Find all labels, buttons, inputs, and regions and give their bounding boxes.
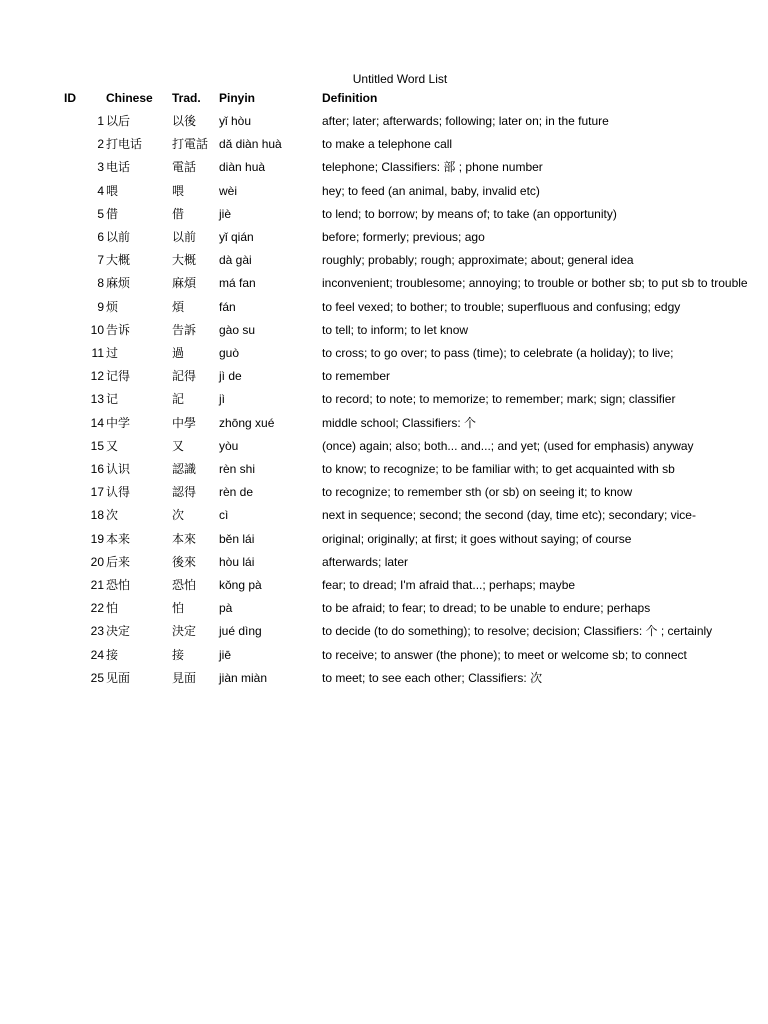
cell-pinyin: kǒng pà: [219, 578, 262, 592]
table-row: [0, 159, 768, 182]
table-row: [0, 322, 768, 345]
cell-pinyin: yòu: [219, 438, 239, 453]
cell-trad: 認識: [172, 462, 197, 476]
cell-definition: original; originally; at first; it goes without saying; of course: [322, 531, 632, 546]
cell-definition: (once) again; also; both... and...; and yet; (used for emphasis) anyway: [322, 438, 694, 453]
cell-chinese: 过: [106, 346, 119, 360]
cell-pinyin: má fan: [219, 276, 256, 291]
cell-pinyin: wèi: [219, 183, 238, 198]
cell-definition: to meet; to see each other; Classifiers: 次: [322, 670, 543, 685]
header-pinyin: Pinyin: [219, 91, 256, 105]
cell-definition: to feel vexed; to bother; to trouble; superfluous and confusing; edgy: [322, 299, 681, 314]
cell-pinyin: jiē: [219, 647, 232, 662]
cell-definition: middle school; Classifiers: 个: [322, 415, 477, 430]
cell-trad: 記得: [172, 369, 197, 384]
cell-id: 11: [91, 346, 104, 360]
cell-id: 13: [90, 392, 104, 407]
table-row: [0, 531, 768, 554]
cell-id: 6: [97, 230, 104, 244]
cell-definition: to know; to recognize; to be familiar with; to get acquainted with sb: [322, 462, 675, 476]
cell-trad: 後來: [172, 554, 197, 569]
table-row: [0, 229, 768, 252]
cell-definition: to make a telephone call: [322, 137, 453, 152]
cell-id: 22: [90, 601, 104, 616]
cell-trad: 過: [172, 346, 185, 360]
cell-id: 24: [90, 647, 104, 662]
cell-chinese: 见面: [106, 670, 131, 685]
cell-chinese: 借: [106, 206, 119, 221]
table-row: [0, 252, 768, 275]
cell-definition: to cross; to go over; to pass (time); to celebrate (a holiday); to live;: [322, 346, 674, 360]
cell-chinese: 大概: [106, 253, 131, 268]
cell-chinese: 恐怕: [106, 578, 131, 592]
table-row: [0, 368, 768, 391]
cell-chinese: 次: [106, 508, 119, 523]
cell-definition: to tell; to inform; to let know: [322, 322, 469, 337]
table-row: [0, 113, 768, 136]
cell-chinese: 电话: [106, 160, 131, 175]
table-row: [0, 623, 768, 646]
cell-pinyin: yǐ hòu: [219, 114, 252, 128]
table-row: [0, 206, 768, 229]
cell-definition: to remember: [322, 369, 391, 384]
cell-trad: 本來: [172, 531, 197, 546]
cell-definition: to record; to note; to memorize; to remember; mark; sign; classifier: [322, 392, 676, 407]
cell-id: 23: [90, 624, 104, 639]
cell-id: 25: [90, 670, 104, 685]
cell-chinese: 认得: [106, 485, 131, 500]
cell-chinese: 告诉: [106, 322, 131, 337]
cell-trad: 以前: [172, 230, 197, 244]
cell-pinyin: jiàn miàn: [219, 670, 268, 685]
cell-pinyin: zhōng xué: [219, 415, 275, 430]
cell-definition: telephone; Classifiers: 部 ; phone number: [322, 160, 543, 175]
cell-id: 3: [97, 160, 104, 175]
header-chinese: Chinese: [106, 91, 153, 105]
cell-definition: to recognize; to remember sth (or sb) on seeing it; to know: [322, 485, 633, 500]
cell-definition: next in sequence; second; the second (day, time etc); secondary; vice-: [322, 508, 696, 523]
cell-id: 21: [90, 578, 104, 592]
cell-pinyin: cì: [219, 508, 229, 523]
cell-chinese: 打电话: [106, 137, 143, 152]
cell-pinyin: hòu lái: [219, 554, 255, 569]
cell-chinese: 后来: [106, 554, 131, 569]
cell-id: 12: [90, 369, 104, 384]
cell-trad: 借: [172, 206, 185, 221]
cell-id: 17: [90, 485, 104, 500]
cell-trad: 告訴: [172, 322, 197, 337]
cell-trad: 中學: [172, 415, 197, 430]
header-trad: Trad.: [172, 91, 201, 105]
cell-id: 16: [90, 462, 104, 476]
cell-id: 10: [90, 322, 104, 337]
cell-id: 1: [97, 114, 104, 128]
table-row: [0, 275, 768, 298]
cell-chinese: 麻烦: [106, 276, 131, 291]
cell-chinese: 喂: [106, 183, 119, 198]
cell-chinese: 接: [106, 647, 119, 662]
cell-trad: 電話: [172, 160, 197, 175]
table-row: [0, 299, 768, 322]
cell-chinese: 中学: [106, 415, 131, 430]
table-row: [0, 670, 768, 693]
cell-chinese: 决定: [106, 624, 131, 639]
sheet-title: Untitled Word List: [352, 72, 448, 86]
header-definition: Definition: [322, 91, 378, 105]
cell-pinyin: jué dìng: [219, 624, 262, 639]
table-row: [0, 461, 768, 484]
header-row: [0, 90, 768, 113]
cell-chinese: 认识: [106, 462, 131, 476]
cell-id: 14: [90, 415, 104, 430]
cell-definition: afterwards; later: [322, 554, 409, 569]
cell-trad: 麻煩: [172, 276, 197, 291]
cell-chinese: 以后: [106, 114, 131, 128]
cell-id: 8: [97, 276, 104, 291]
cell-pinyin: jì: [219, 392, 225, 407]
table-row: [0, 415, 768, 438]
cell-definition: before; formerly; previous; ago: [322, 230, 485, 244]
cell-pinyin: rèn shi: [219, 462, 256, 476]
cell-chinese: 烦: [106, 299, 119, 314]
cell-pinyin: yǐ qián: [219, 230, 254, 244]
cell-definition: to decide (to do something); to resolve; decision; Classifiers: 个 ; certainly: [322, 624, 713, 639]
header-id: ID: [64, 91, 76, 105]
cell-trad: 怕: [172, 601, 185, 616]
cell-id: 19: [90, 531, 104, 546]
cell-chinese: 记: [106, 392, 119, 407]
table-row: [0, 507, 768, 530]
cell-definition: to receive; to answer (the phone); to meet or welcome sb; to connect: [322, 647, 687, 662]
cell-id: 2: [97, 137, 104, 152]
table-row: [0, 136, 768, 159]
cell-trad: 打電話: [172, 137, 209, 152]
cell-id: 15: [90, 438, 104, 453]
cell-pinyin: dà gài: [219, 253, 252, 268]
cell-definition: after; later; afterwards; following; later on; in the future: [322, 114, 609, 128]
cell-trad: 大概: [172, 253, 197, 268]
cell-pinyin: diàn huà: [219, 160, 266, 175]
cell-trad: 喂: [172, 183, 185, 198]
cell-pinyin: jiè: [219, 206, 232, 221]
table-row: [0, 391, 768, 414]
cell-trad: 接: [172, 647, 185, 662]
cell-pinyin: guò: [219, 346, 240, 360]
table-row: [0, 554, 768, 577]
cell-trad: 恐怕: [172, 578, 197, 592]
cell-definition: hey; to feed (an animal, baby, invalid etc): [322, 183, 540, 198]
cell-id: 18: [90, 508, 104, 523]
cell-trad: 煩: [172, 299, 185, 314]
cell-pinyin: fán: [219, 299, 236, 314]
cell-trad: 決定: [172, 624, 197, 639]
cell-trad: 認得: [172, 485, 197, 500]
cell-id: 9: [97, 299, 104, 314]
cell-trad: 次: [172, 508, 185, 523]
cell-chinese: 以前: [106, 230, 131, 244]
cell-id: 7: [97, 253, 104, 268]
cell-chinese: 又: [106, 438, 119, 453]
cell-trad: 又: [172, 438, 185, 453]
cell-pinyin: gào su: [219, 322, 256, 337]
table-row: [0, 647, 768, 670]
table-row: [0, 577, 768, 600]
cell-pinyin: běn lái: [219, 531, 255, 546]
table-row: [0, 438, 768, 461]
cell-pinyin: dǎ diàn huà: [219, 137, 282, 152]
cell-definition: roughly; probably; rough; approximate; about; general idea: [322, 253, 634, 268]
cell-pinyin: jì de: [219, 369, 242, 384]
cell-chinese: 怕: [106, 601, 119, 616]
cell-chinese: 本来: [106, 531, 131, 546]
cell-trad: 以後: [172, 114, 197, 128]
table-row: [0, 345, 768, 368]
table-row: [0, 484, 768, 507]
cell-definition: fear; to dread; I'm afraid that...; perhaps; maybe: [322, 578, 576, 592]
cell-trad: 記: [172, 392, 185, 407]
cell-definition: to lend; to borrow; by means of; to take (an opportunity): [322, 206, 617, 221]
cell-definition: to be afraid; to fear; to dread; to be unable to endure; perhaps: [322, 601, 651, 616]
cell-trad: 見面: [172, 670, 197, 685]
table-row: [0, 600, 768, 623]
cell-id: 5: [97, 206, 104, 221]
cell-definition: inconvenient; troublesome; annoying; to trouble or bother sb; to put sb to trouble: [322, 276, 748, 291]
cell-pinyin: rèn de: [219, 485, 254, 500]
cell-id: 4: [97, 183, 104, 198]
cell-pinyin: pà: [219, 601, 233, 616]
table-row: [0, 183, 768, 206]
cell-id: 20: [90, 554, 104, 569]
cell-chinese: 记得: [106, 369, 131, 384]
